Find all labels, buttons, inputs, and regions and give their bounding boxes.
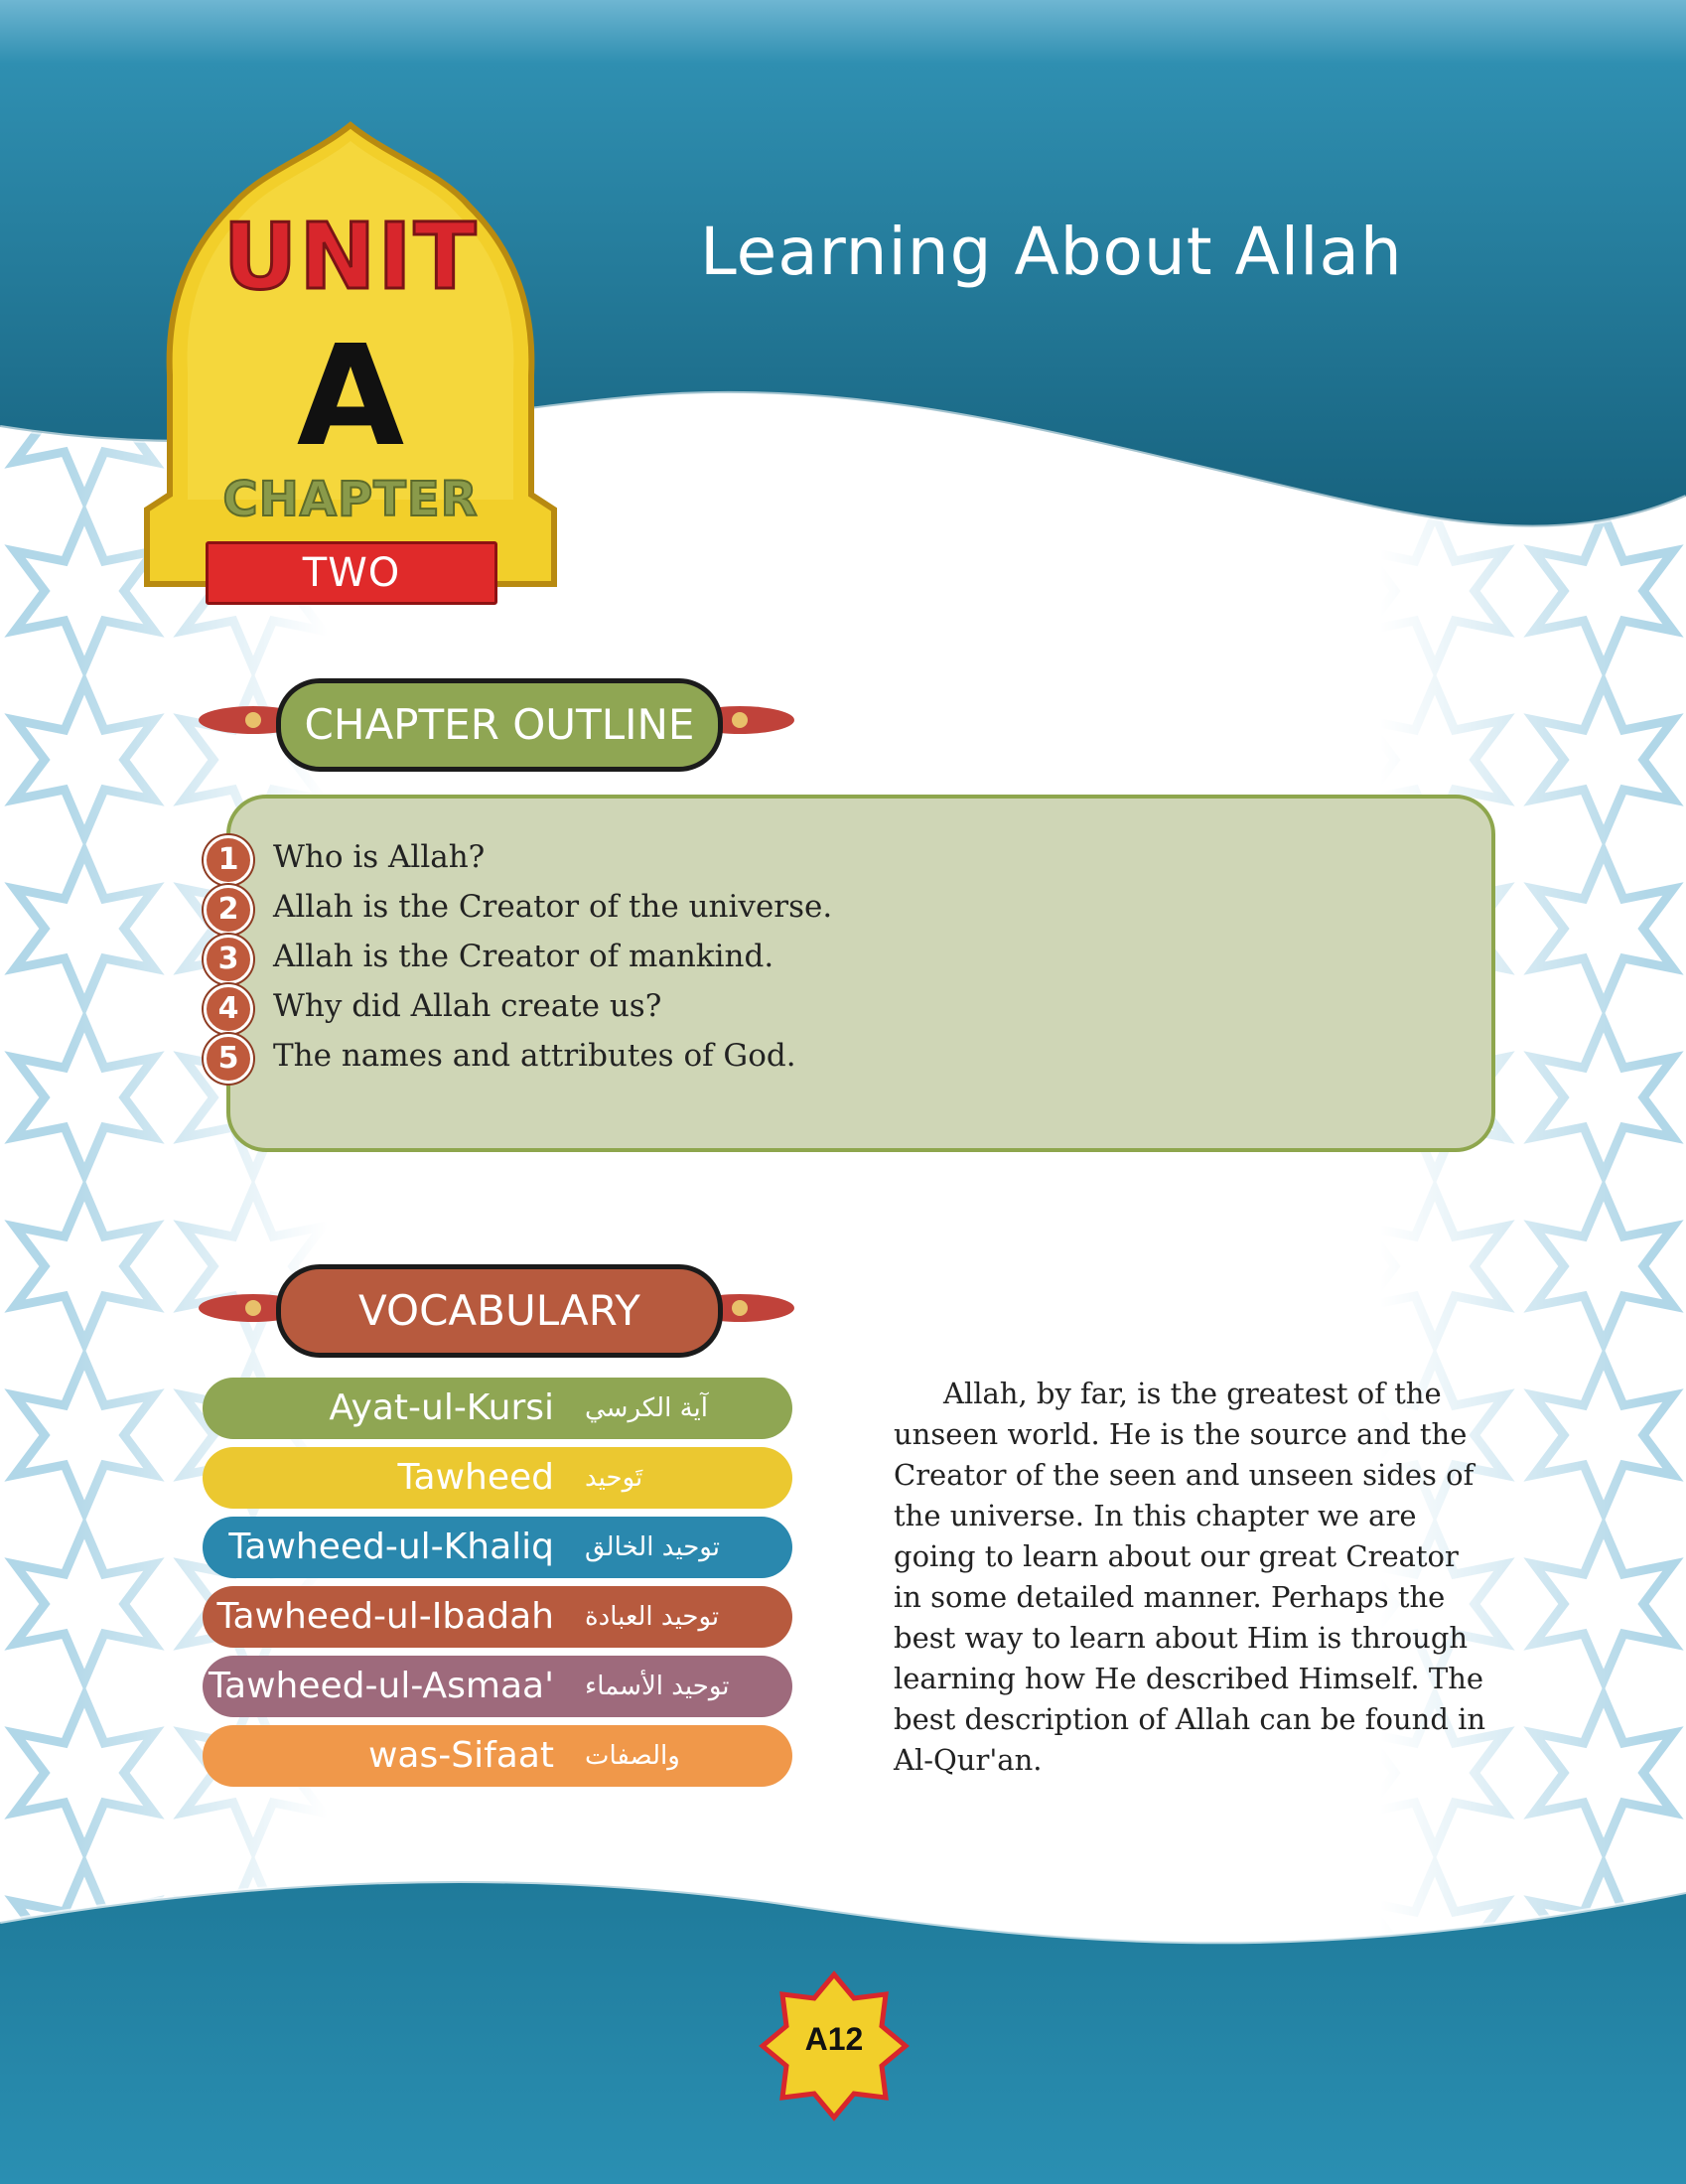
vocab-arabic: تَوحيد <box>585 1463 643 1493</box>
vocab-arabic: والصفات <box>585 1741 680 1771</box>
page-title: Learning About Allah <box>700 214 1403 290</box>
vocab-row <box>203 1656 792 1717</box>
outline-text: Why did Allah create us? <box>273 988 662 1024</box>
chapter-outline-heading: CHAPTER OUTLINE <box>276 678 723 772</box>
vocab-term: Tawheed-ul-Khaliq <box>228 1527 554 1567</box>
vocab-row <box>203 1378 792 1439</box>
vocab-term: Tawheed-ul-Ibadah <box>216 1596 554 1637</box>
chapter-number: TWO <box>206 541 497 605</box>
vocab-row <box>203 1586 792 1648</box>
outline-text: Who is Allah? <box>273 839 486 875</box>
vocab-term: Tawheed <box>397 1457 554 1498</box>
vocab-arabic: توحيد الخالق <box>585 1532 720 1562</box>
chapter-label: CHAPTER <box>222 472 479 527</box>
vocab-row <box>203 1517 792 1578</box>
vocab-term: Tawheed-ul-Asmaa' <box>209 1666 554 1706</box>
unit-letter: A <box>296 316 405 478</box>
vocab-term: was-Sifaat <box>367 1735 554 1776</box>
vocab-arabic: توحيد الأسماء <box>585 1672 730 1701</box>
outline-number: 1 <box>204 835 253 885</box>
vocabulary-heading: VOCABULARY <box>276 1264 723 1358</box>
vocab-arabic: آية الكرسي <box>585 1393 708 1423</box>
outline-number: 3 <box>204 935 253 984</box>
outline-text: Allah is the Creator of the universe. <box>273 889 833 925</box>
outline-text: The names and attributes of God. <box>273 1038 796 1074</box>
unit-label: UNIT <box>222 204 479 310</box>
outline-number: 5 <box>204 1034 253 1084</box>
intro-paragraph: Allah, by far, is the greatest of the unseen world. He is the source and the Creator of the seen and unseen sides of the universe. In this chapter we are going to learn about our great Creator in some detailed manner. Perhaps the best way to learn about Him is through learning how He described Himself. The best description of Allah can be found in Al-Qur'an. <box>894 1377 1486 1777</box>
vocab-term: Ayat-ul-Kursi <box>329 1387 554 1428</box>
vocab-arabic: توحيد العبادة <box>585 1602 720 1632</box>
vocab-row <box>203 1447 792 1509</box>
outline-number: 4 <box>204 984 253 1034</box>
outline-text: Allah is the Creator of mankind. <box>273 939 774 974</box>
vocab-row <box>203 1725 792 1787</box>
page-number: A12 <box>804 2021 864 2057</box>
outline-number: 2 <box>204 885 253 935</box>
